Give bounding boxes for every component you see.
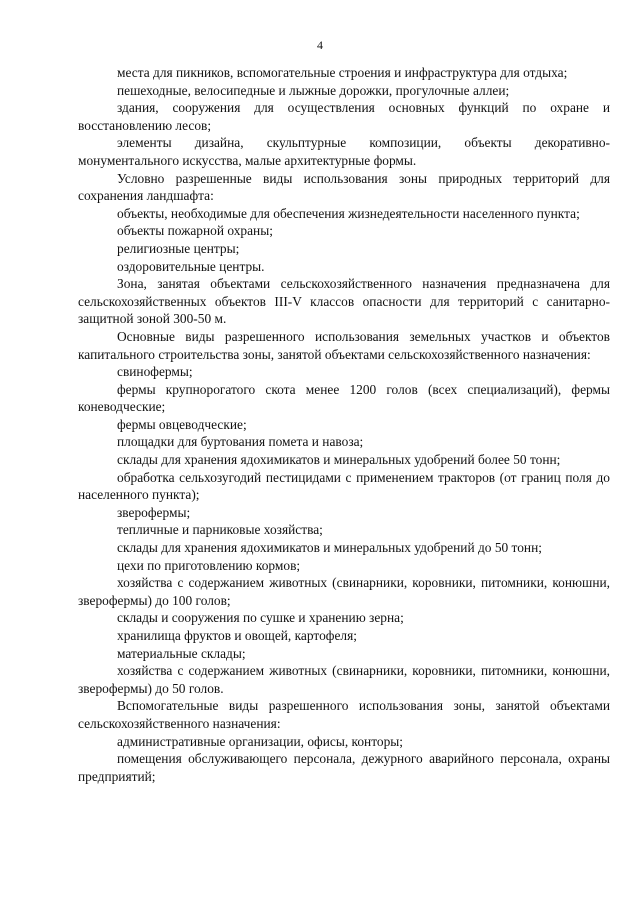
paragraph: фермы крупнорогатого скота менее 1200 голов (всех специализаций), фермы коневодческие; (78, 381, 610, 415)
paragraph: пешеходные, велосипедные и лыжные дорожки, прогулочные аллеи; (117, 82, 510, 98)
paragraph: хозяйства с содержанием животных (свинарники, коровники, питомники, конюшни, зверофермы) до 100 голов; (78, 575, 610, 608)
paragraph: Вспомогательные виды разрешенного использования зоны, занятой объектами сельскохозяйственного назначения: (78, 698, 610, 731)
paragraph: склады для хранения ядохимикатов и минеральных удобрений до 50 тонн; (117, 540, 542, 556)
paragraph: административные организации, офисы, конторы; (117, 733, 404, 749)
paragraph: склады для хранения ядохимикатов и минеральных удобрений более 50 тонн; (117, 452, 561, 468)
paragraph: помещения обслуживающего персонала, дежурного аварийного персонала, охраны предприятий; (78, 751, 610, 784)
body-text (78, 64, 610, 785)
paragraph: фермы овцеводческие; (117, 416, 247, 432)
page-number: 4 (317, 38, 323, 52)
paragraph: зверофермы; (117, 504, 191, 520)
paragraph: цехи по приготовлению кормов; (117, 557, 301, 573)
paragraph: Условно разрешенные виды использования зоны природных территорий для сохранения ландшафта: (78, 170, 610, 204)
paragraph: оздоровительные центры. (117, 258, 265, 274)
paragraph: обработка сельхозугодий пестицидами с применением тракторов (от границ поля до населенного пункта); (78, 469, 610, 503)
paragraph: Основные виды разрешенного использования земельных участков и объектов капитального строительства зоны, занятой объектами сельскохозяйственного назначения: (78, 328, 610, 362)
paragraph: Зона, занятая объектами сельскохозяйственного назначения предназначена для сельскохозяйственных объектов III-V классов опасности для территорий с санитарно-защитной зоной 300-50 м. (78, 276, 610, 327)
paragraph: материальные склады; (117, 645, 246, 661)
paragraph: склады и сооружения по сушке и хранению зерна; (117, 610, 404, 626)
paragraph: элементы дизайна, скульптурные композиции, объекты декоративно-монументального искусства, малые архитектурные формы. (78, 135, 610, 168)
paragraph: объекты пожарной охраны; (117, 223, 273, 239)
paragraph: объекты, необходимые для обеспечения жизнедеятельности населенного пункта; (117, 205, 580, 221)
paragraph: тепличные и парниковые хозяйства; (117, 522, 323, 538)
paragraph: хранилища фруктов и овощей, картофеля; (117, 628, 357, 643)
paragraph: свинофермы; (117, 364, 193, 380)
paragraph: места для пикников, вспомогательные строения и инфраструктура для отдыха; (117, 65, 568, 80)
paragraph: здания, сооружения для осуществления основных функций по охране и восстановлению лесов; (78, 100, 610, 133)
paragraph: площадки для буртования помета и навоза; (117, 434, 364, 450)
paragraph: хозяйства с содержанием животных (свинарники, коровники, питомники, конюшни, зверофермы) до 50 голов. (78, 663, 610, 696)
paragraph: религиозные центры; (117, 240, 240, 256)
